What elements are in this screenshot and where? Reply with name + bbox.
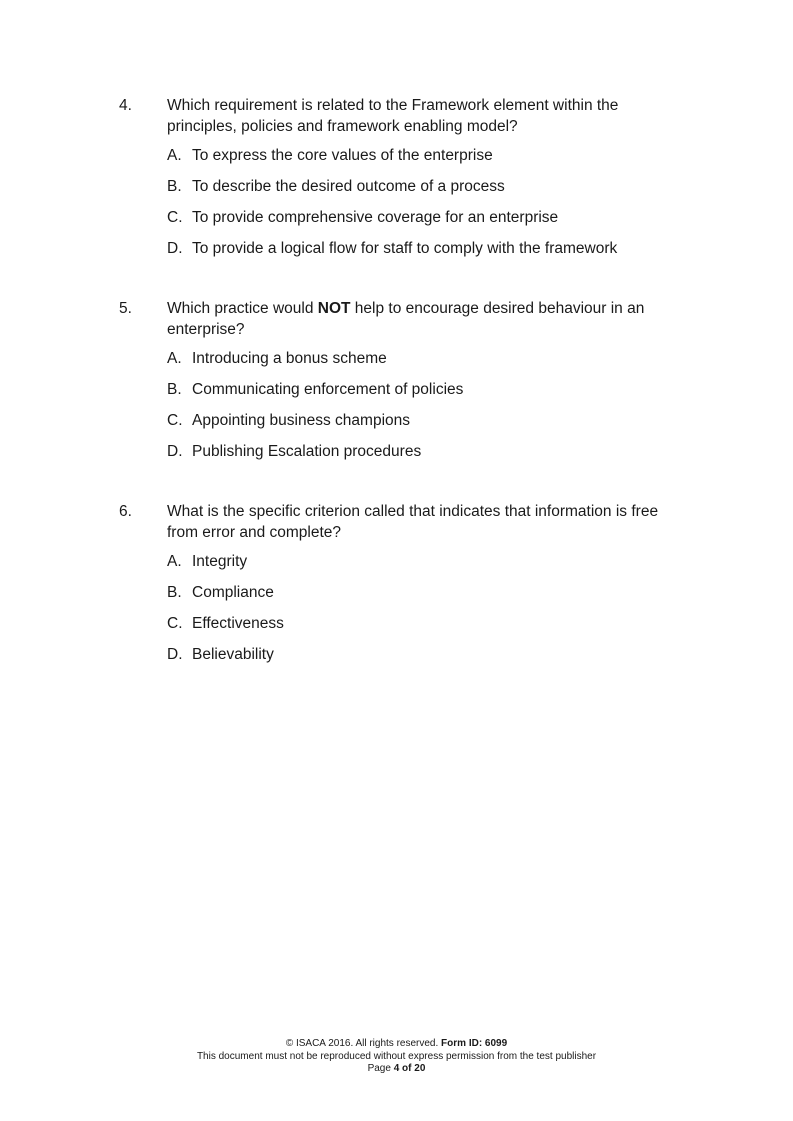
option-text: Publishing Escalation procedures	[192, 443, 422, 460]
page-footer	[0, 1038, 793, 1076]
answer-options	[167, 349, 679, 473]
answer-options	[167, 552, 679, 676]
option-text: Believability	[192, 646, 274, 663]
option-text: Compliance	[192, 584, 274, 601]
question-4	[119, 95, 679, 270]
option-d: D. Publishing Escalation procedures	[167, 442, 679, 473]
emphasis-not: NOT	[317, 300, 351, 317]
option-text: Appointing business champions	[192, 412, 410, 429]
option-d: D. To provide a logical flow for staff to comply with the framework	[167, 239, 679, 270]
option-text: Effectiveness	[192, 615, 284, 632]
question-number: 4.	[119, 97, 132, 114]
question-6	[119, 501, 679, 676]
option-c: C. Effectiveness	[167, 614, 679, 645]
option-a: A. Introducing a bonus scheme	[167, 349, 679, 380]
question-text: Which practice would NOT help to encourage desired behaviour in an enterprise?	[167, 300, 645, 338]
copyright-line: © ISACA 2016. All rights reserved. Form ID: 6099	[285, 1038, 508, 1049]
option-d: D. Believability	[167, 645, 679, 676]
option-text: To express the core values of the enterprise	[192, 147, 493, 164]
question-stem	[119, 501, 679, 543]
question-5	[119, 298, 679, 473]
option-text: To describe the desired outcome of a process	[192, 178, 505, 195]
option-a: A. Integrity	[167, 552, 679, 583]
option-text: Communicating enforcement of policies	[192, 381, 464, 398]
option-text: To provide comprehensive coverage for an enterprise	[192, 209, 559, 226]
option-c: C. Appointing business champions	[167, 411, 679, 442]
page-number: Page 4 of 20	[367, 1063, 426, 1074]
option-c: C. To provide comprehensive coverage for an enterprise	[167, 208, 679, 239]
option-text: Integrity	[192, 553, 248, 570]
question-number: 6.	[119, 503, 132, 520]
reproduction-notice: This document must not be reproduced without express permission from the test publisher	[196, 1050, 597, 1062]
question-text: Which requirement is related to the Framework element within the principles, policies and framework enabling model?	[167, 97, 619, 135]
answer-options	[167, 146, 679, 270]
question-stem	[119, 95, 679, 137]
question-text: What is the specific criterion called that indicates that information is free from error and complete?	[167, 503, 659, 541]
option-text: Introducing a bonus scheme	[192, 350, 387, 367]
form-id: Form ID: 6099	[441, 1038, 508, 1049]
option-text: To provide a logical flow for staff to comply with the framework	[192, 240, 618, 257]
option-b: B. Communicating enforcement of policies	[167, 380, 679, 411]
option-b: B. Compliance	[167, 583, 679, 614]
question-stem	[119, 298, 679, 340]
question-number: 5.	[119, 300, 132, 317]
option-a: A. To express the core values of the enterprise	[167, 146, 679, 177]
option-b: B. To describe the desired outcome of a process	[167, 177, 679, 208]
